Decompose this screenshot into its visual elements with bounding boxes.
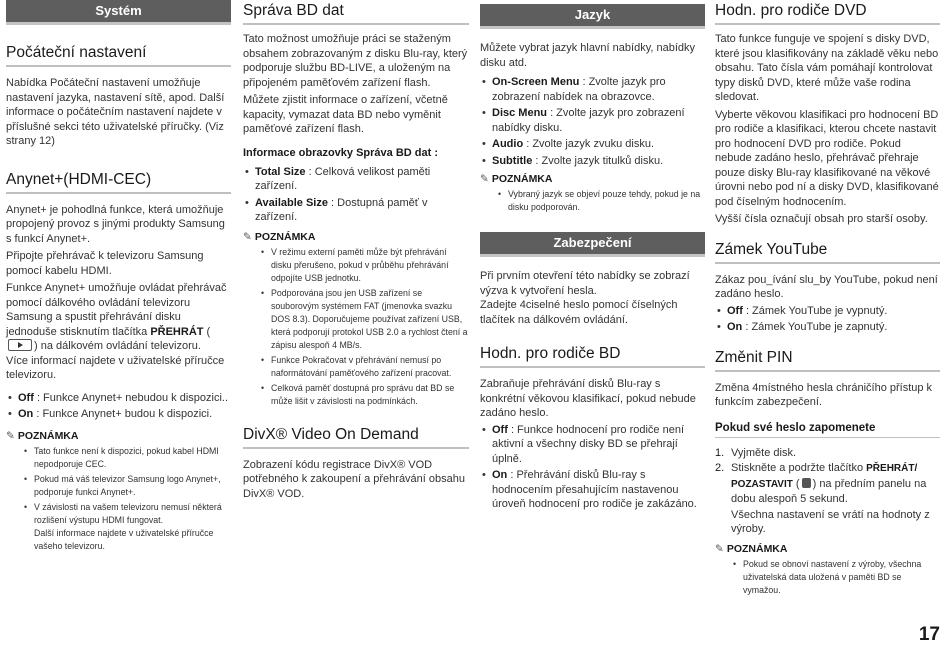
section-bar-security: Zabezpečení — [480, 232, 705, 257]
security-p1: Při prvním otevření této nabídky se zobrazí výzva k vytvoření hesla. — [480, 270, 690, 297]
heading-anynet: Anynet+(HDMI-CEC) — [6, 171, 231, 194]
section-bar-language: Jazyk — [480, 4, 705, 29]
pencil-icon: ✎ — [243, 230, 252, 243]
dvd-rating-p2: Vyberte věkovou klasifikaci pro hodnocení BD pro rodiče a klasifikaci, kterou chcete nastavit pro hodnocení DVD pro rodiče. Pokud nebude zadáno heslo, přehrávač přehraje pouze disky Blu-ray klasifikované na věkové úrovni nebo pod ní a disky DVD, klasifikované pod číselným hodnocením. — [715, 108, 939, 208]
list-item: • On : Zámek YouTube je zapnutý. — [715, 320, 940, 335]
anynet-p1: Anynet+ je pohodlná funkce, která umožňuje propojený provoz s jinými produkty Samsung s funkcí Anynet+. — [6, 203, 225, 245]
note-heading: ✎ POZNÁMKA — [243, 230, 316, 243]
list-item: • On-Screen Menu : Zvolte jazyk pro zobrazení nabídek na obrazovce. — [480, 75, 705, 104]
list-item: • Available Size : Dostupná paměť v zařízení. — [243, 196, 469, 225]
note-item: • Vybraný jazyk se objeví pouze tehdy, pokud je na disku podporován. — [480, 188, 705, 214]
note-item: • Tato funkce není k dispozici, pokud kabel HDMI nepodporuje CEC. — [6, 445, 231, 471]
youtube-lock-options — [715, 304, 940, 335]
bd-info-list — [243, 165, 469, 225]
column-bd-data — [243, 0, 469, 501]
dvd-rating-p1: Tato funkce funguje ve spojení s disky DVD, které jsou klasifikovány na základě věku nebo obsahu. Tato čísla vám pomáhají kontrolovat typy disků DVD, které může vaše rodina sledovat. — [715, 33, 939, 103]
forgot-password-steps — [715, 446, 940, 537]
anynet-p2: Připojte přehrávač k televizoru Samsung pomocí kabelu HDMI. — [6, 250, 204, 277]
dvd-rating-p3: Vyšší čísla označují obsah pro starší osoby. — [715, 213, 928, 225]
anynet-options — [6, 391, 231, 422]
heading-youtube-lock: Zámek YouTube — [715, 241, 940, 264]
bd-data-p1: Tato možnost umožňuje práci se staženým obsahem zobrazovaným z disku Blu-ray, který podporuje službu BD-LIVE, a uloženým na připojeném paměťovém zařízení flash. — [243, 33, 468, 89]
note-item: • Funkce Pokračovat v přehrávání nemusí po naformátování paměťového zařízení pracovat. — [243, 354, 469, 380]
play-button-icon — [8, 339, 32, 351]
note-item: • Celková paměť dostupná pro správu dat BD se může lišit v závislosti na podmínkách. — [243, 382, 469, 408]
heading-divx: DivX® Video On Demand — [243, 426, 469, 449]
list-item: • Off : Funkce hodnocení pro rodiče není aktivní a všechny disky BD se přehrají úplně. — [480, 423, 705, 467]
column-language — [480, 0, 705, 514]
list-item: • Total Size : Celková velikost paměti zařízení. — [243, 165, 469, 194]
divx-text: Zobrazení kódu registrace DivX® VOD potřebného k zakoupení a přehrávání obsahu DivX® VOD. — [243, 458, 465, 500]
note-item: • Pokud se obnoví nastavení z výroby, všechna uživatelská data uložená v paměti BD se vymažou. — [715, 558, 940, 597]
note-item: • Podporována jsou jen USB zařízení se souborovým systémem FAT (jmenovka svazku DOS 8.3). Doporučujeme používat zařízení USB, která podporují protokol USB 2.0 a rychlost čtení a zápisu alespoň 4 MB/s. — [243, 287, 469, 352]
anynet-p3: Funkce Anynet+ umožňuje ovládat přehrávač pomocí dálkového ovládání televizoru Samsung a spustit přehrávání disku jednoduše stisknutím tlačítka PŘEHRÁT () na dálkovém ovládání televizoru. — [6, 282, 227, 352]
note-heading: ✎ POZNÁMKA — [715, 542, 788, 555]
step-item: Všechna nastavení se vrátí na hodnoty z výroby. — [731, 508, 930, 535]
pencil-icon: ✎ — [715, 542, 724, 555]
note-heading: ✎ POZNÁMKA — [6, 429, 79, 442]
list-item: • Subtitle : Zvolte jazyk titulků disku. — [480, 154, 705, 169]
list-item: • Off : Zámek YouTube je vypnutý. — [715, 304, 940, 319]
initial-settings-text: Nabídka Počáteční nastavení umožňuje nastavení jazyka, nastavení sítě, apod. Další informace o počátečním nastavení najdete v příslušné sekci této uživatelské příručky. (Viz strany 12) — [6, 77, 225, 147]
heading-initial-settings: Počáteční nastavení — [6, 44, 231, 67]
heading-dvd-rating: Hodn. pro rodiče DVD — [715, 2, 940, 25]
page-number: 17 — [918, 624, 940, 645]
language-options — [480, 75, 705, 168]
youtube-lock-text: Zákaz pou_ívání slu_by YouTube, pokud není zadáno heslo. — [715, 273, 938, 300]
list-item: • Disc Menu : Zvolte jazyk pro zobrazení nabídky disku. — [480, 106, 705, 135]
note-item: • Pokud má váš televizor Samsung logo Anynet+, podporuje funkci Anynet+. — [6, 473, 231, 499]
play-pause-button-icon — [802, 478, 811, 488]
column-system — [6, 0, 231, 555]
list-item: • Audio : Zvolte jazyk zvuku disku. — [480, 137, 705, 152]
security-p2: Zadejte 4ciselné heslo pomocí číselných tlačítek na dálkovém ovládání. — [480, 299, 678, 326]
change-pin-text: Změna 4místného hesla chráničího přístup k funkcím zabezpečení. — [715, 381, 933, 408]
note-item: • V režimu externí paměti může být přehrávání disku přerušeno, pokud v průběhu přehrávání odpojíte USB jednotku. — [243, 246, 469, 285]
note-item: • V závislosti na vašem televizoru nemusí některá rozlišení výstupu HDMI fungovat. — [6, 501, 231, 527]
step-item: 2. Stiskněte a podržte tlačítko PŘEHRÁT/ POZASTAVIT ( ) na předním panelu na dobu alespoň 5 sekund. — [715, 462, 927, 505]
heading-bd-rating: Hodn. pro rodiče BD — [480, 345, 705, 368]
heading-change-pin: Změnit PIN — [715, 349, 940, 372]
anynet-p4: Více informací najdete v uživatelské příručce televizoru. — [6, 354, 225, 381]
bd-data-p2: Můžete zjistit informace o zařízení, včetně kapacity, vymazat data BD nebo vyměnit paměťové zařízení flash. — [243, 94, 448, 135]
heading-forgot-password: Pokud své heslo zapomenete — [715, 422, 940, 438]
bd-info-title: Informace obrazovky Správa BD dat : — [243, 146, 439, 159]
step-item: 1. Vyjměte disk. — [715, 446, 797, 459]
list-item: • On : Přehrávání disků Blu-ray s hodnocením přesahujícím nastavenou úroveň hodnocení pro rodiče je zakázáno. — [480, 468, 705, 512]
section-bar-system: Systém — [6, 0, 231, 25]
bd-rating-options — [480, 423, 705, 512]
pencil-icon: ✎ — [6, 429, 15, 442]
language-text: Můžete vybrat jazyk hlavní nabídky, nabídky disku atd. — [480, 42, 696, 69]
list-item: • On : Funkce Anynet+ budou k dispozici. — [6, 407, 231, 422]
column-dvd-rating — [715, 0, 940, 599]
note-item: Další informace najdete v uživatelské příručce vašeho televizoru. — [34, 527, 214, 551]
pencil-icon: ✎ — [480, 173, 489, 185]
list-item: • Off : Funkce Anynet+ nebudou k dispozici.. — [6, 391, 231, 406]
note-list — [6, 445, 231, 553]
note-list — [480, 188, 705, 214]
note-list — [243, 246, 469, 408]
note-heading: ✎ POZNÁMKA — [480, 173, 553, 185]
note-list — [715, 558, 940, 597]
heading-bd-data: Správa BD dat — [243, 2, 469, 25]
bd-rating-text: Zabraňuje přehrávání disků Blu-ray s konkrétní věkovou klasifikací, pokud nebude zadáno heslo. — [480, 378, 696, 419]
